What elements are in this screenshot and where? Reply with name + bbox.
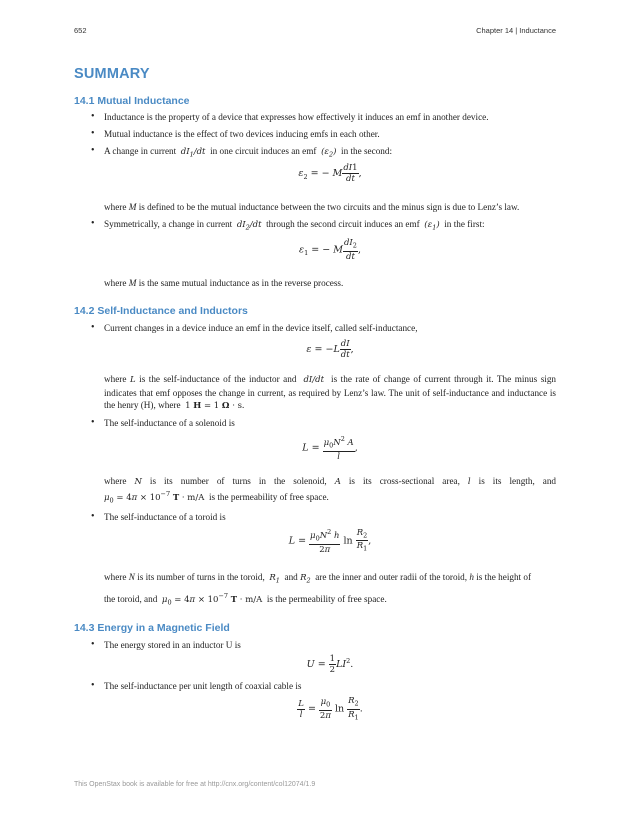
page-number: 652 [74, 26, 87, 35]
bullet-1-2: • Mutual inductance is the effect of two devices inducing emfs in each other. [104, 128, 556, 141]
bullet-1-3: • A change in current $dI_1/dt$ in one circuit induces an emf $(\varepsilon_2)$ in the second: [104, 145, 556, 161]
equation-solenoid-inductance: L = $\frac{\mu_0N^2 A}{l}$ , [302, 435, 358, 462]
running-header: Chapter 14 | Inductance [476, 26, 556, 35]
paragraph-2-1: where L is the self-inductance of the inductor and dI/dt is the rate of change of current through it. The minus sign indicates that emf opposes the change in current, as required by Lenz’s law. The unit of self-inductance and inductance is the henry (H), where 1 H = 1 Ω · s. [104, 374, 557, 411]
section-heading-self-inductance: 14.2 Self-Inductance and Inductors [74, 305, 248, 317]
bullet-2-3: • The self-inductance of a toroid is [104, 511, 556, 524]
paragraph-1-2: where M is the same mutual inductance as in the reverse process. [104, 278, 344, 288]
paragraph-2-3-line-2: the toroid, and $\mu_0 = 4\pi \times 10^{-7}$ T · m/A is the permeability of free space. [104, 592, 387, 607]
section-heading-energy: 14.3 Energy in a Magnetic Field [74, 622, 230, 634]
bullet-3-2: • The self-inductance per unit length of coaxial cable is [104, 680, 556, 693]
paragraph-2-3-line-1: where N is its number of turns in the toroid, $R_1$ and $R_2$ are the inner and outer radii of the toroid, h is the height of [104, 572, 532, 585]
equation-emf-2: $\varepsilon_2$ = − M $\frac{dI1}{dt}$ , [298, 163, 362, 184]
bullet-1-1: • Inductance is the property of a device that expresses how effectively it induces an emf in another device. [104, 111, 556, 124]
equation-self-emf: ε = −L $\frac{dI}{dt}$ , [306, 339, 354, 360]
equation-energy: U = $\frac{1}{2}$ $LI^2$. [306, 654, 354, 675]
equation-toroid-inductance: L = $\frac{\mu_0N^2 h}{2\pi}$ ln $\frac{R_2}{R_1}$ , [288, 527, 372, 555]
bullet-2-1: • Current changes in a device induce an emf in the device itself, called self-inductance, [104, 322, 556, 335]
paragraph-1-1: where M is defined to be the mutual inductance between the two circuits and the minus sign is due to Lenz’s law. [104, 202, 520, 212]
bullet-1-4: • Symmetrically, a change in current $dI_2/dt$ through the second circuit induces an emf $(\varepsilon_1)$ in the first: [104, 218, 556, 234]
paragraph-2-2-line-2: $\mu_0 = 4\pi \times 10^{-7}$ T · m/A is the permeability of free space. [104, 490, 329, 505]
equation-emf-1: $\varepsilon_1$ = − M $\frac{dI_2}{dt}$ , [299, 238, 361, 262]
paragraph-2-2-line-1: where N is its number of turns in the solenoid, A is its cross-sectional area, l is its length, and [104, 476, 557, 487]
equation-coax-inductance: $\frac{L}{l}$ = $\frac{\mu_0}{2\pi}$ ln $\frac{R_2}{R_1}$ . [298, 696, 363, 722]
summary-title: SUMMARY [74, 66, 150, 82]
section-heading-mutual-inductance: 14.1 Mutual Inductance [74, 95, 190, 107]
bullet-2-2: • The self-inductance of a solenoid is [104, 417, 556, 430]
footer-attribution: This OpenStax book is available for free at http://cnx.org/content/col12074/1.9 [74, 781, 316, 788]
bullet-3-1: • The energy stored in an inductor U is [104, 639, 556, 652]
